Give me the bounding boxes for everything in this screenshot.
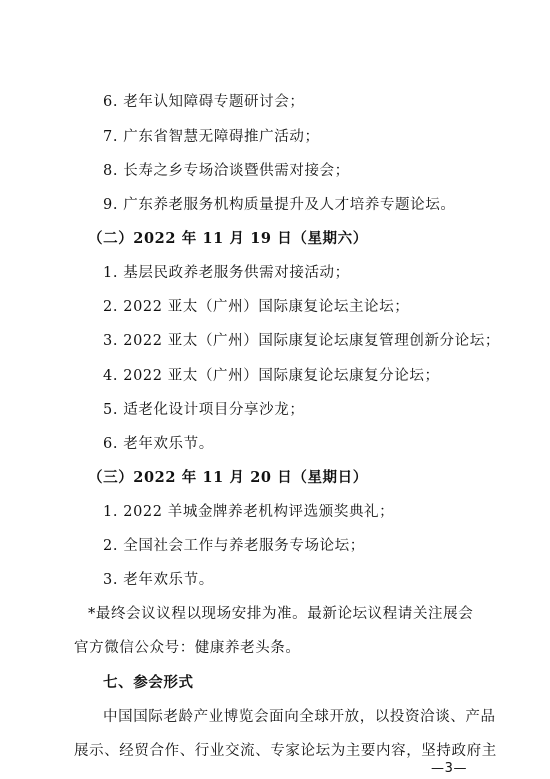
agenda-note-line1: *最终会议议程以现场安排为准。最新论坛议程请关注展会	[88, 606, 474, 622]
list-item: 1. 2022 羊城金牌养老机构评选颁奖典礼；	[103, 504, 395, 520]
list-item: 9. 广东养老服务机构质量提升及人才培养专题论坛。	[103, 197, 456, 213]
date-heading-nov20: （三）2022 年 11 月 20 日（星期日）	[88, 469, 368, 486]
list-item: 1. 基层民政养老服务供需对接活动；	[103, 265, 350, 281]
date-heading-nov19: （二）2022 年 11 月 19 日（星期六）	[88, 230, 368, 247]
page-number: —3—	[431, 761, 468, 776]
list-item: 6. 老年认知障碍专题研讨会；	[103, 94, 305, 110]
paragraph-line2: 展示、经贸合作、行业交流、专家论坛为主要内容，坚持政府主	[74, 743, 497, 759]
list-item: 3. 2022 亚太（广州）国际康复论坛康复管理创新分论坛；	[103, 333, 500, 349]
section-title: 七、参会形式	[103, 675, 194, 691]
list-item: 7. 广东省智慧无障碍推广活动；	[103, 129, 320, 145]
list-item: 2. 2022 亚太（广州）国际康复论坛主论坛；	[103, 299, 410, 315]
agenda-note-line2: 官方微信公众号：健康养老头条。	[74, 640, 301, 656]
list-item: 5. 适老化设计项目分享沙龙；	[103, 402, 305, 418]
list-item: 4. 2022 亚太（广州）国际康复论坛康复分论坛；	[103, 368, 440, 384]
list-item: 2. 全国社会工作与养老服务专场论坛；	[103, 538, 365, 554]
list-item: 8. 长寿之乡专场洽谈暨供需对接会；	[103, 163, 350, 179]
paragraph-line1: 中国国际老龄产业博览会面向全球开放，以投资洽谈、产品	[103, 709, 496, 725]
list-item: 6. 老年欢乐节。	[103, 436, 214, 452]
list-item: 3. 老年欢乐节。	[103, 572, 214, 588]
